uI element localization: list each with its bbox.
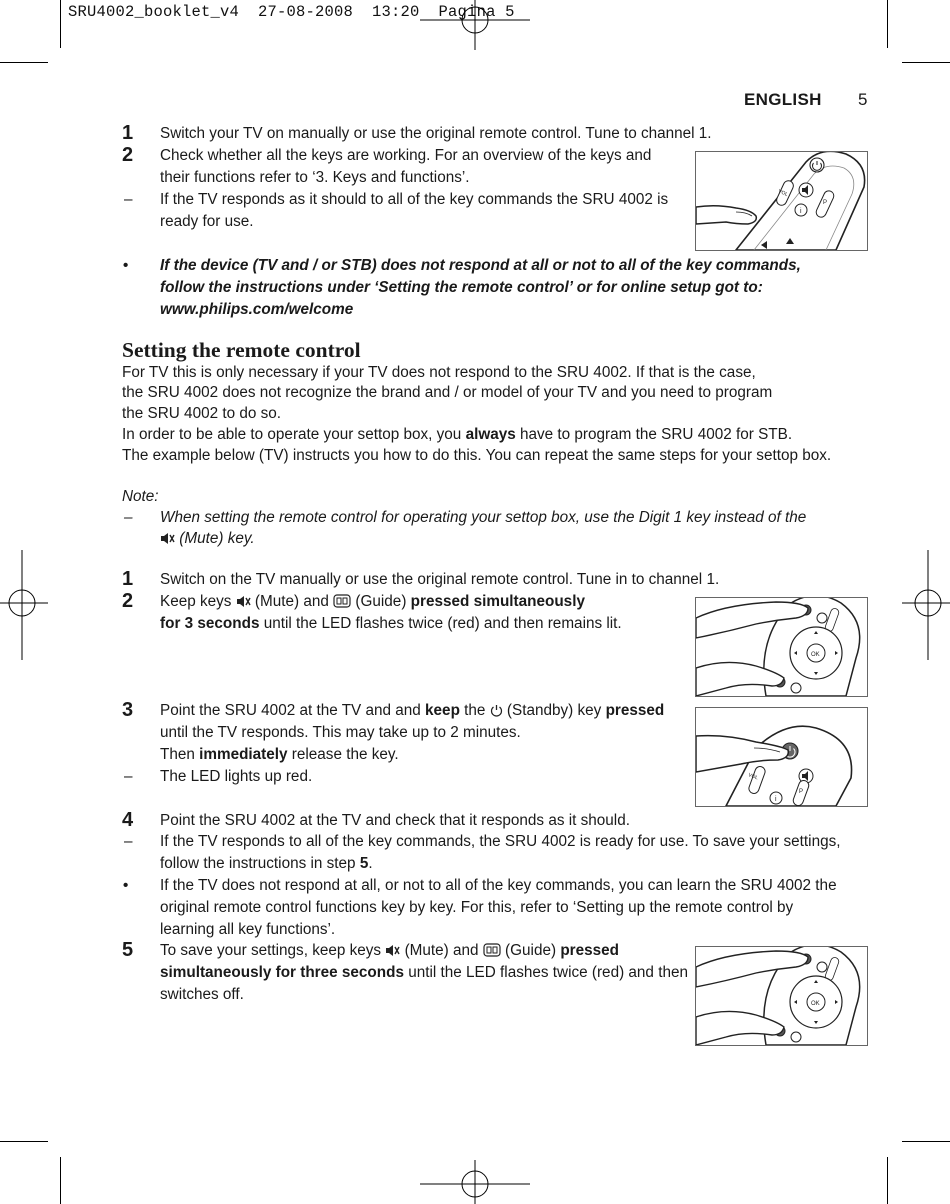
figure-remote-standby-press xyxy=(695,707,868,807)
intro-note-line-2: follow the instructions under ‘Setting the remote control’ or for online setup got to: xyxy=(160,279,763,296)
step-5-line-1: To save your settings, keep keys (Mute) and (Guide) pressed xyxy=(160,942,619,959)
intro-step-1: Switch your TV on manually or use the original remote control. Tune to channel 1. xyxy=(160,125,712,142)
fig1-info-label: i xyxy=(800,208,802,215)
registration-mark-left xyxy=(0,550,48,660)
standby-icon xyxy=(490,704,503,717)
fig3-info-label: i xyxy=(775,796,777,803)
step-3-line-1: Point the SRU 4002 at the TV and and keep the (Standby) key pressed xyxy=(160,702,665,719)
step-4-text: Point the SRU 4002 at the TV and check that it responds as it should. xyxy=(160,812,630,829)
dash-marker: – xyxy=(124,191,133,208)
step-4-bullet-line-3: learning all key functions’. xyxy=(160,921,336,938)
bullet-marker: • xyxy=(123,877,129,894)
step-2-line-1: Keep keys (Mute) and (Guide) pressed simultaneously xyxy=(160,593,585,610)
fig3-p-label: P xyxy=(799,789,804,795)
step-3-dash-text: The LED lights up red. xyxy=(160,768,313,785)
intro-note-link: www.philips.com/welcome xyxy=(160,301,354,318)
guide-icon xyxy=(333,594,351,608)
note-line-2: (Mute) key. xyxy=(160,528,255,550)
step-number: 1 xyxy=(122,122,134,144)
step-4-bullet-line-2: original remote control functions key by key. For this, refer to ‘Setting up the remote control by xyxy=(160,899,794,916)
section-title: Setting the remote control xyxy=(122,338,361,362)
step-4-bullet-line-1: If the TV does not respond at all, or not to all of the key commands, you can learn the SRU 4002 the xyxy=(160,877,837,894)
fig1-p-label: P xyxy=(823,200,828,206)
mute-icon xyxy=(236,595,251,608)
bullet-marker: • xyxy=(123,257,129,274)
fig3-vol-label: VOL xyxy=(747,772,759,782)
note-label: Note: xyxy=(122,488,159,505)
step-number: 2 xyxy=(122,144,134,166)
dash-marker: – xyxy=(124,833,133,850)
registration-mark-right xyxy=(902,550,950,660)
step-5-line-2: simultaneously for three seconds until the LED flashes twice (red) and then xyxy=(160,964,688,981)
step-5-line-3: switches off. xyxy=(160,986,244,1003)
step-1-text: Switch on the TV manually or use the original remote control. Tune in to channel 1. xyxy=(160,571,720,588)
fig2-ok-label: OK xyxy=(811,652,820,658)
step-number: 5 xyxy=(122,939,134,961)
note-line-1: When setting the remote control for operating your settop box, use the Digit 1 key instead of the xyxy=(160,509,807,526)
intro-step-2-line-2: their functions refer to ‘3. Keys and functions’. xyxy=(160,169,470,186)
step-2-line-2: for 3 seconds until the LED flashes twice (red) and then remains lit. xyxy=(160,615,622,632)
figure-remote-thumb xyxy=(695,151,868,251)
step-number: 2 xyxy=(122,590,134,612)
intro-dash-line-2: ready for use. xyxy=(160,213,254,230)
section-paragraph-2-line-2: The example below (TV) instructs you how to do this. You can repeat the same steps for your settop box. xyxy=(122,447,832,464)
dash-marker: – xyxy=(124,509,133,526)
header-language: ENGLISH xyxy=(744,90,822,109)
dash-marker: – xyxy=(124,768,133,785)
step-number: 4 xyxy=(122,809,134,831)
step-3-line-3: Then immediately release the key. xyxy=(160,746,399,763)
section-paragraph-1-line-2: the SRU 4002 does not recognize the brand and / or model of your TV and you need to program xyxy=(122,384,773,401)
registration-mark-bottom xyxy=(420,1160,530,1204)
step-number: 3 xyxy=(122,699,134,721)
step-4-dash-line-2: follow the instructions in step 5. xyxy=(160,855,373,872)
registration-mark-top xyxy=(420,0,530,50)
step-number: 1 xyxy=(122,568,134,590)
step-4-dash-line-1: If the TV responds to all of the key commands, the SRU 4002 is ready for use. To save your settings, xyxy=(160,833,841,850)
intro-note-line-1: If the device (TV and / or STB) does not respond at all or not to all of the key commands, xyxy=(160,257,801,274)
print-slug: SRU4002_booklet_v4 27-08-2008 13:20 Pagina 5 xyxy=(68,3,515,21)
section-paragraph-1-line-3: the SRU 4002 to do so. xyxy=(122,405,282,422)
step-3-line-2: until the TV responds. This may take up to 2 minutes. xyxy=(160,724,521,741)
section-paragraph-1-line-1: For TV this is only necessary if your TV does not respond to the SRU 4002. If that is the case, xyxy=(122,364,756,381)
mute-icon xyxy=(160,532,175,545)
figure-remote-save-settings xyxy=(695,946,868,1046)
guide-icon xyxy=(483,943,501,957)
fig1-vol-label: VOL xyxy=(777,188,789,199)
mute-icon xyxy=(385,944,400,957)
intro-dash-line-1: If the TV responds as it should to all of the key commands the SRU 4002 is xyxy=(160,191,669,208)
fig4-ok-label: OK xyxy=(811,1001,820,1007)
page-number: 5 xyxy=(858,90,868,109)
intro-step-2-line-1: Check whether all the keys are working. For an overview of the keys and xyxy=(160,147,652,164)
section-paragraph-2-line-1: In order to be able to operate your settop box, you always have to program the SRU 4002 for STB. xyxy=(122,426,793,443)
figure-remote-mute-guide-press xyxy=(695,597,868,697)
